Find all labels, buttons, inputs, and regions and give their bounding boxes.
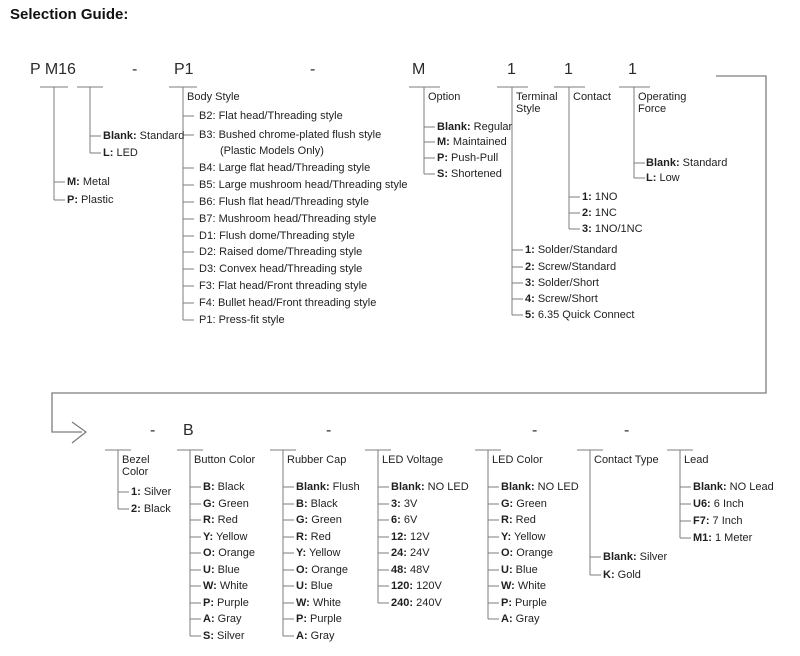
lead-option-u6: U6: 6 Inch xyxy=(693,498,744,510)
button-color-option-key: O: xyxy=(203,547,216,559)
material-option-p: P: Plastic xyxy=(67,194,114,206)
led-voltage-option-key: 6: xyxy=(391,514,401,526)
terminal-style-option-2: 2: Screw/Standard xyxy=(525,261,617,273)
body-style-option-d3: D3: Convex head/Threading style xyxy=(199,263,363,275)
terminal-style-option-key: 1: xyxy=(525,244,535,256)
option-option-p: P: Push-Pull xyxy=(437,152,499,164)
body-style-option-key: D3: xyxy=(199,263,217,275)
led-voltage-option-6: 6: 6V xyxy=(391,514,418,526)
button-color-option-b: B: Black xyxy=(203,481,245,493)
contact-type-option-key: K: xyxy=(603,569,615,581)
contact-option-key: 2: xyxy=(582,207,592,219)
contact-type-option-blank: Blank: Silver xyxy=(603,551,668,563)
led-color-option-y: Y: Yellow xyxy=(501,531,546,543)
rubber-cap-option-o: O: Orange xyxy=(296,564,348,576)
terminal-style-option-5: 5: 6.35 Quick Connect xyxy=(525,309,635,321)
terminal-style-option-4: 4: Screw/Short xyxy=(525,293,598,305)
led-color-connector xyxy=(475,450,501,619)
button-color-option-p: P: Purple xyxy=(203,597,249,609)
button-color-option-key: R: xyxy=(203,514,215,526)
body-style-option-b7: B7: Mushroom head/Threading style xyxy=(199,213,377,225)
terminal-style-option-key: 2: xyxy=(525,261,535,273)
led-voltage-option-key: 48: xyxy=(391,564,407,576)
contact-option-3: 3: 1NO/1NC xyxy=(582,223,643,235)
material-option-key: M: xyxy=(67,176,80,188)
led-color-option-key: Y: xyxy=(501,531,512,543)
body-style-option-b5: B5: Large mushroom head/Threading style xyxy=(199,179,408,191)
lead-option-key: U6: xyxy=(693,498,711,510)
illumination-option-key: Blank: xyxy=(103,130,137,142)
led-color-option-g: G: Green xyxy=(501,498,547,510)
body-style-option-p1: P1: Press-fit style xyxy=(199,314,285,326)
option-option-key: P: xyxy=(437,152,448,164)
button-color-option-s: S: Silver xyxy=(203,630,245,642)
rubber-cap-option-b: B: Black xyxy=(296,498,338,510)
rubber-cap-option-w: W: White xyxy=(296,597,342,609)
option-title-line-0: Option xyxy=(428,91,461,103)
led-color-option-key: W: xyxy=(501,580,515,592)
led-voltage-option-key: 3: xyxy=(391,498,401,510)
illumination-connector xyxy=(77,87,103,153)
body-style-option-key: B2: xyxy=(199,110,216,122)
led-voltage-option-48: 48: 48V xyxy=(391,564,430,576)
option-option-m: M: Maintained xyxy=(437,136,507,148)
contact-option-key: 1: xyxy=(582,191,592,203)
terminal-style-option-key: 3: xyxy=(525,277,535,289)
terminal-style-title-line-0: Terminal xyxy=(516,91,558,103)
body-style-option-f4: F4: Bullet head/Front threading style xyxy=(199,297,377,309)
rubber-cap-option-key: P: xyxy=(296,613,307,625)
button-color-option-key: U: xyxy=(203,564,215,576)
body-style-option-key: P1: xyxy=(199,314,216,326)
rubber-cap-option-key: O: xyxy=(296,564,309,576)
led-color-option-w: W: White xyxy=(501,580,547,592)
body-style-option-key: B4: xyxy=(199,162,216,174)
led-color-option-o: O: Orange xyxy=(501,547,553,559)
contact-title-line-0: Contact xyxy=(573,91,611,103)
bezel-color-option-key: 1: xyxy=(131,486,141,498)
led-color-option-a: A: Gray xyxy=(501,613,540,625)
option-option-key: Blank: xyxy=(437,121,471,133)
body-style-option-b3: B3: Bushed chrome-plated flush style xyxy=(199,129,382,141)
terminal-style-option-1: 1: Solder/Standard xyxy=(525,244,618,256)
operating-force-option-blank: Blank: Standard xyxy=(646,157,728,169)
material-connector xyxy=(40,87,68,200)
button-color-option-g: G: Green xyxy=(203,498,249,510)
code-bottom-segment-0: - xyxy=(150,422,156,439)
contact-type-connector xyxy=(577,450,603,575)
bezel-color-title-line-0: Bezel xyxy=(122,454,150,466)
button-color-option-o: O: Orange xyxy=(203,547,255,559)
body-style-connector xyxy=(169,87,197,320)
rubber-cap-option-a: A: Gray xyxy=(296,630,335,642)
rubber-cap-option-r: R: Red xyxy=(296,531,331,543)
body-style-option-key: B3: xyxy=(199,129,216,141)
rubber-cap-option-key: R: xyxy=(296,531,308,543)
code-bottom-segment-2: - xyxy=(326,422,332,439)
operating-force-option-l: L: Low xyxy=(646,172,680,184)
terminal-style-option-key: 5: xyxy=(525,309,535,321)
material-option-m: M: Metal xyxy=(67,176,110,188)
button-color-option-key: A: xyxy=(203,613,215,625)
rubber-cap-option-key: U: xyxy=(296,580,308,592)
code-top-segment-2: P1 xyxy=(174,61,194,78)
rubber-cap-option-blank: Blank: Flush xyxy=(296,481,360,493)
code-top-segment-5: 1 xyxy=(507,61,516,78)
led-voltage-option-240: 240: 240V xyxy=(391,597,442,609)
button-color-title-line-0: Button Color xyxy=(194,454,256,466)
rubber-cap-option-key: A: xyxy=(296,630,308,642)
terminal-style-title-line-1: Style xyxy=(516,103,541,115)
contact-option-1: 1: 1NO xyxy=(582,191,618,203)
body-style-option-b6: B6: Flush flat head/Threading style xyxy=(199,196,369,208)
lead-option-key: M1: xyxy=(693,532,712,544)
led-color-option-key: U: xyxy=(501,564,513,576)
button-color-option-a: A: Gray xyxy=(203,613,242,625)
led-voltage-option-key: 24: xyxy=(391,547,407,559)
code-bottom-segment-1: B xyxy=(183,422,194,439)
illumination-option-l: L: LED xyxy=(103,147,138,159)
body-style-option-key: B6: xyxy=(199,196,216,208)
contact-type-title-line-0: Contact Type xyxy=(594,454,659,466)
button-color-option-key: S: xyxy=(203,630,214,642)
led-voltage-option-key: 12: xyxy=(391,531,407,543)
rubber-cap-option-key: Y: xyxy=(296,547,307,559)
option-option-key: S: xyxy=(437,168,448,180)
button-color-option-u: U: Blue xyxy=(203,564,240,576)
button-color-option-y: Y: Yellow xyxy=(203,531,248,543)
rubber-cap-option-p: P: Purple xyxy=(296,613,342,625)
led-color-option-blank: Blank: NO LED xyxy=(501,481,579,493)
rubber-cap-title-line-0: Rubber Cap xyxy=(287,454,347,466)
body-style-option-b2: B2: Flat head/Threading style xyxy=(199,110,343,122)
led-voltage-connector xyxy=(365,450,391,603)
code-top-segment-6: 1 xyxy=(564,61,573,78)
led-voltage-option-key: Blank: xyxy=(391,481,425,493)
option-option-s: S: Shortened xyxy=(437,168,502,180)
button-color-option-key: P: xyxy=(203,597,214,609)
button-color-connector xyxy=(177,450,203,636)
bezel-color-title-line-1: Color xyxy=(122,466,149,478)
lead-option-f7: F7: 7 Inch xyxy=(693,515,743,527)
code-top-segment-7: 1 xyxy=(628,61,637,78)
led-color-title-line-0: LED Color xyxy=(492,454,543,466)
led-color-option-key: P: xyxy=(501,597,512,609)
led-color-option-key: Blank: xyxy=(501,481,535,493)
led-color-option-p: P: Purple xyxy=(501,597,547,609)
button-color-option-r: R: Red xyxy=(203,514,238,526)
led-voltage-title-line-0: LED Voltage xyxy=(382,454,444,466)
body-style-option-f3: F3: Flat head/Front threading style xyxy=(199,280,368,292)
led-color-option-key: A: xyxy=(501,613,513,625)
rubber-cap-option-key: G: xyxy=(296,514,309,526)
bezel-color-option-key: 2: xyxy=(131,503,141,515)
led-color-option-u: U: Blue xyxy=(501,564,538,576)
material-option-key: P: xyxy=(67,194,78,206)
bezel-color-option-2: 2: Black xyxy=(131,503,171,515)
body-style-option-d1: D1: Flush dome/Threading style xyxy=(199,230,355,242)
body-style-option-note: (Plastic Models Only) xyxy=(220,145,324,157)
terminal-style-option-3: 3: Solder/Short xyxy=(525,277,599,289)
led-voltage-option-24: 24: 24V xyxy=(391,547,430,559)
operating-force-title-line-1: Force xyxy=(638,103,667,115)
terminal-style-option-key: 4: xyxy=(525,293,535,305)
rubber-cap-option-g: G: Green xyxy=(296,514,342,526)
button-color-option-key: B: xyxy=(203,481,215,493)
led-voltage-option-blank: Blank: NO LED xyxy=(391,481,469,493)
led-voltage-option-3: 3: 3V xyxy=(391,498,418,510)
led-color-option-key: O: xyxy=(501,547,514,559)
lead-title-line-0: Lead xyxy=(684,454,709,466)
body-style-option-key: B7: xyxy=(199,213,216,225)
button-color-option-key: Y: xyxy=(203,531,214,543)
rubber-cap-connector xyxy=(270,450,296,636)
code-top-segment-3: - xyxy=(310,61,316,78)
operating-force-option-key: Blank: xyxy=(646,157,680,169)
led-color-option-key: G: xyxy=(501,498,514,510)
body-style-title-line-0: Body Style xyxy=(187,91,240,103)
led-color-option-key: R: xyxy=(501,514,513,526)
led-color-option-r: R: Red xyxy=(501,514,536,526)
page-title: Selection Guide: xyxy=(10,6,129,23)
led-voltage-option-key: 240: xyxy=(391,597,414,609)
bezel-color-option-1: 1: Silver xyxy=(131,486,172,498)
code-bottom-segment-3: - xyxy=(532,422,538,439)
option-option-key: M: xyxy=(437,136,450,148)
lead-option-blank: Blank: NO Lead xyxy=(693,481,774,493)
lead-option-key: F7: xyxy=(693,515,710,527)
body-style-option-d2: D2: Raised dome/Threading style xyxy=(199,246,363,258)
code-top-segment-0: P M16 xyxy=(30,61,76,78)
option-option-blank: Blank: Regular xyxy=(437,121,513,133)
button-color-option-key: W: xyxy=(203,580,217,592)
contact-connector xyxy=(554,87,585,229)
lead-option-key: Blank: xyxy=(693,481,727,493)
operating-force-title-line-0: Operating xyxy=(638,91,687,103)
led-voltage-option-12: 12: 12V xyxy=(391,531,430,543)
body-style-option-key: B5: xyxy=(199,179,216,191)
code-bottom-segment-4: - xyxy=(624,422,630,439)
lead-option-m1: M1: 1 Meter xyxy=(693,532,753,544)
illumination-option-blank: Blank: Standard xyxy=(103,130,185,142)
contact-option-key: 3: xyxy=(582,223,592,235)
rubber-cap-option-key: B: xyxy=(296,498,308,510)
operating-force-option-key: L: xyxy=(646,172,657,184)
button-color-option-w: W: White xyxy=(203,580,249,592)
led-voltage-option-120: 120: 120V xyxy=(391,580,442,592)
body-style-option-key: F3: xyxy=(199,280,215,292)
contact-type-option-k: K: Gold xyxy=(603,569,641,581)
button-color-option-key: G: xyxy=(203,498,216,510)
contact-option-2: 2: 1NC xyxy=(582,207,617,219)
contact-type-option-key: Blank: xyxy=(603,551,637,563)
body-style-option-key: D1: xyxy=(199,230,217,242)
rubber-cap-option-y: Y: Yellow xyxy=(296,547,341,559)
code-top-segment-1: - xyxy=(132,61,138,78)
code-top-segment-4: M xyxy=(412,61,426,78)
led-voltage-option-key: 120: xyxy=(391,580,414,592)
rubber-cap-option-key: Blank: xyxy=(296,481,330,493)
body-style-option-key: F4: xyxy=(199,297,215,309)
body-style-option-key: D2: xyxy=(199,246,217,258)
illumination-option-key: L: xyxy=(103,147,114,159)
rubber-cap-option-key: W: xyxy=(296,597,310,609)
body-style-option-b4: B4: Large flat head/Threading style xyxy=(199,162,371,174)
rubber-cap-option-u: U: Blue xyxy=(296,580,333,592)
